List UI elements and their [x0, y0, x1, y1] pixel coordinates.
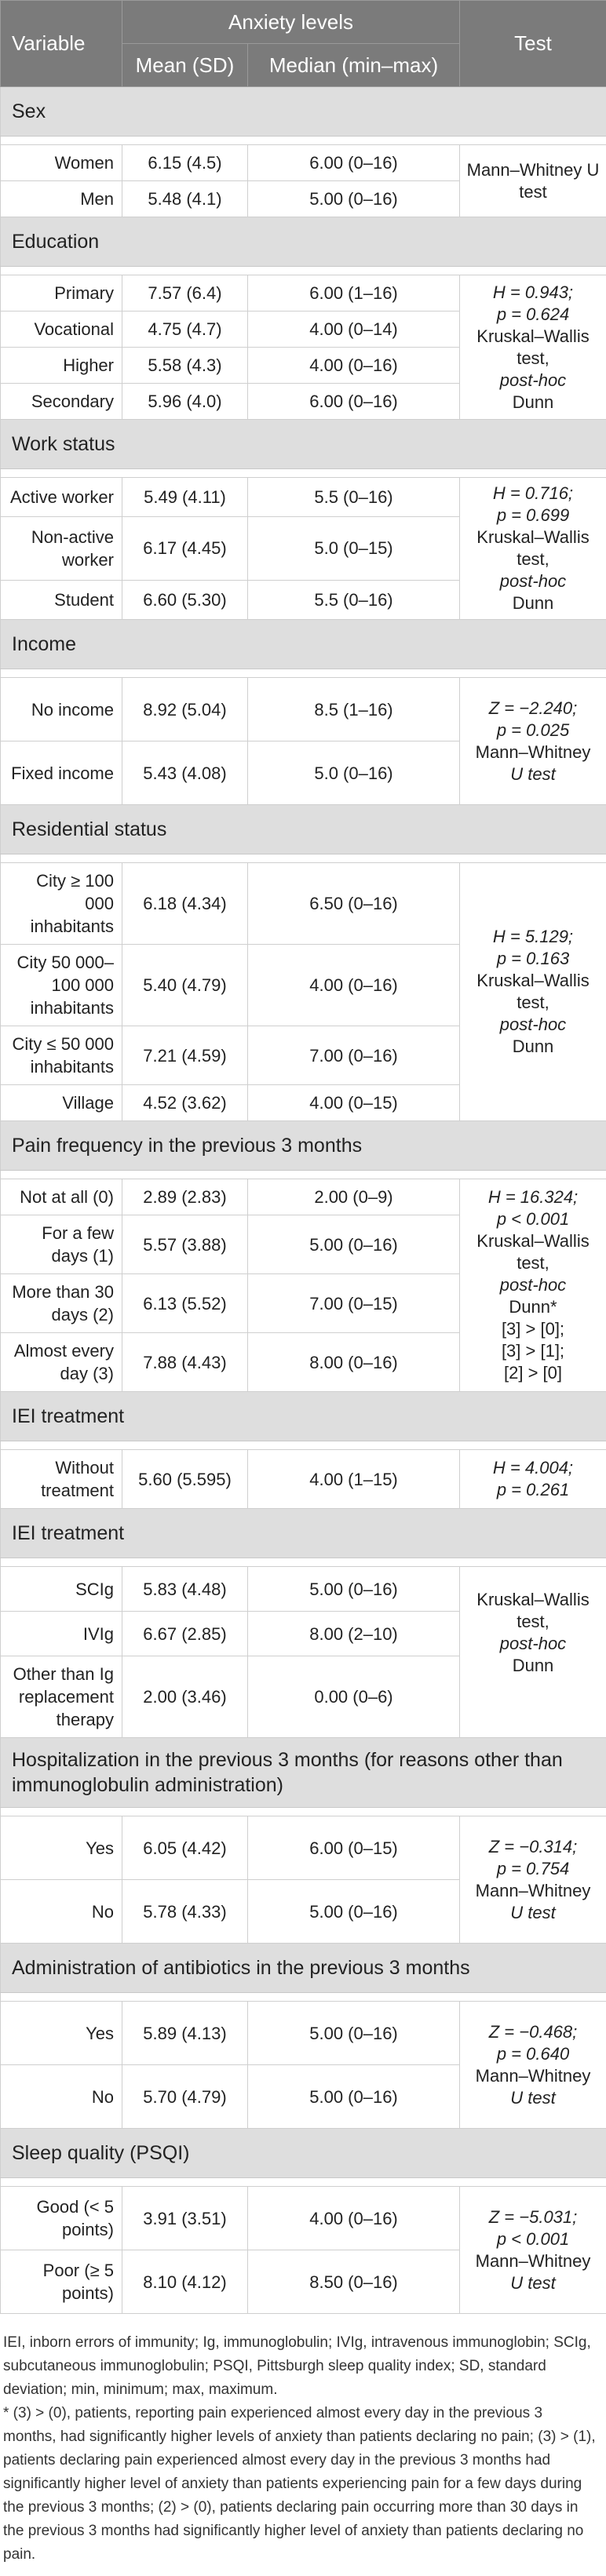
row-label: SCIg [1, 1567, 122, 1612]
p-value: p = 0.624 [497, 304, 569, 324]
table-row [1, 478, 606, 517]
median-cell: 8.00 (2–10) [248, 1612, 460, 1656]
mean-cell: 5.70 (4.79) [122, 2065, 248, 2129]
mean-cell: 5.96 (4.0) [122, 384, 248, 420]
mean-cell: 7.88 (4.43) [122, 1333, 248, 1392]
test-cell [460, 1450, 606, 1509]
table-row [1, 2187, 606, 2250]
post-hoc: post-hoc [500, 571, 566, 591]
median-cell: 4.00 (0–14) [248, 312, 460, 348]
dunn: Dunn [513, 392, 554, 412]
mean-cell: 8.92 (5.04) [122, 678, 248, 741]
section-title: Sleep quality (PSQI) [1, 2129, 606, 2178]
test-statistic: H = 4.004; [493, 1458, 573, 1477]
row-label: Poor (≥ 5 points) [1, 2250, 122, 2314]
mean-cell: 5.40 (4.79) [122, 945, 248, 1026]
post-hoc: post-hoc [500, 1634, 566, 1653]
median-cell: 8.5 (1–16) [248, 678, 460, 741]
median-cell: 8.50 (0–16) [248, 2250, 460, 2314]
mean-cell: 5.57 (3.88) [122, 1215, 248, 1274]
median-cell: 5.00 (0–16) [248, 2065, 460, 2129]
row-label: More than 30 days (2) [1, 1274, 122, 1333]
row-label: Yes [1, 1816, 122, 1880]
test-statistic: Z = −2.240; [489, 698, 578, 718]
p-value: p < 0.001 [497, 2229, 569, 2249]
test-name: Mann–Whitney [476, 2251, 591, 2271]
mean-cell: 6.05 (4.42) [122, 1816, 248, 1880]
mean-cell: 6.18 (4.34) [122, 863, 248, 945]
median-cell: 4.00 (0–16) [248, 945, 460, 1026]
post-hoc: post-hoc [500, 370, 566, 390]
mean-cell: 2.00 (3.46) [122, 1656, 248, 1738]
mean-cell: 7.21 (4.59) [122, 1026, 248, 1085]
section-title: Sex [1, 87, 606, 137]
row-label: Good (< 5 points) [1, 2187, 122, 2250]
mean-cell: 5.89 (4.13) [122, 2002, 248, 2065]
col-header-median: Median (min–max) [248, 44, 460, 87]
u-test: U test [510, 764, 555, 784]
p-value: p = 0.640 [497, 2044, 569, 2064]
row-label: No [1, 2065, 122, 2129]
section-title: Administration of antibiotics in the previous 3 months [1, 1944, 606, 1993]
dunn: Dunn [513, 1037, 554, 1056]
section-title: Pain frequency in the previous 3 months [1, 1121, 606, 1171]
row-label: City 50 000–100 000 inhabitants [1, 945, 122, 1026]
col-header-mean-sd: Mean (SD) [122, 44, 248, 87]
median-cell: 5.00 (0–16) [248, 1567, 460, 1612]
comparison: [2] > [0] [504, 1363, 562, 1383]
table-row [1, 2002, 606, 2065]
p-value: p = 0.163 [497, 949, 569, 968]
table-row [1, 1450, 606, 1509]
p-value: p < 0.001 [497, 1209, 569, 1229]
median-cell: 4.00 (1–15) [248, 1450, 460, 1509]
u-test: U test [510, 2273, 555, 2293]
row-label: IVIg [1, 1612, 122, 1656]
mean-cell: 5.78 (4.33) [122, 1880, 248, 1944]
footnote-star: * (3) > (0), patients, reporting pain experienced almost every day in the previous 3 months, had significantly higher levels of anxiety than patients declaring no pain; (3) > (1), patients declaring pain experienced almost every day in the previous 3 months had significantly higher level of anxiety than patients experiencing pain for a few days during the previous 3 months; (2) > (0), patients declaring pain occurring more than 30 days in the previous 3 months had significantly higher level of anxiety than patients declaring no pain. [3, 2402, 598, 2567]
mean-cell: 5.48 (4.1) [122, 181, 248, 217]
test-statistic: Z = −5.031; [489, 2207, 578, 2227]
median-cell: 4.00 (0–15) [248, 1085, 460, 1121]
median-cell: 6.00 (0–16) [248, 145, 460, 181]
median-cell: 6.00 (1–16) [248, 275, 460, 312]
median-cell: 0.00 (0–6) [248, 1656, 460, 1738]
test-cell [460, 863, 606, 1121]
mean-cell: 3.91 (3.51) [122, 2187, 248, 2250]
mean-cell: 7.57 (6.4) [122, 275, 248, 312]
median-cell: 5.5 (0–16) [248, 581, 460, 620]
test-cell [460, 2002, 606, 2129]
u-test: U test [510, 2088, 555, 2108]
section-title: Residential status [1, 805, 606, 854]
median-cell: 4.00 (0–16) [248, 348, 460, 384]
test-name: Kruskal–Wallis test, [476, 1590, 589, 1631]
test-statistic: H = 16.324; [488, 1187, 578, 1207]
test-statistic: H = 0.943; [493, 282, 573, 302]
mean-cell: 5.83 (4.48) [122, 1567, 248, 1612]
row-label: For a few days (1) [1, 1215, 122, 1274]
mean-cell: 6.13 (5.52) [122, 1274, 248, 1333]
median-cell: 4.00 (0–16) [248, 2187, 460, 2250]
p-value: p = 0.699 [497, 505, 569, 525]
section-title: Income [1, 620, 606, 669]
test-name: Kruskal–Wallis test, [476, 527, 589, 569]
mean-cell: 4.52 (3.62) [122, 1085, 248, 1121]
median-cell: 6.00 (0–16) [248, 384, 460, 420]
section-title: Hospitalization in the previous 3 months (for reasons other than immunoglobulin administration) [1, 1738, 606, 1808]
footnote-abbreviations: IEI, inborn errors of immunity; Ig, immunoglobulin; IVIg, intravenous immunoglobin; SCIg, subcutaneous immunoglobulin; PSQI, Pittsburgh sleep quality index; SD, standard deviation; min, minimum; max, maximum. [3, 2331, 598, 2402]
median-cell: 6.00 (0–15) [248, 1816, 460, 1880]
mean-cell: 6.67 (2.85) [122, 1612, 248, 1656]
test-name: Mann–Whitney [476, 2066, 591, 2086]
row-label: Non-active worker [1, 516, 122, 580]
test-cell: Mann–Whitney U test [460, 145, 606, 217]
row-label: Active worker [1, 478, 122, 517]
u-test: U test [510, 1903, 555, 1922]
row-label: No [1, 1880, 122, 1944]
test-cell [460, 478, 606, 620]
test-statistic: H = 0.716; [493, 483, 573, 503]
median-cell: 6.50 (0–16) [248, 863, 460, 945]
test-cell [460, 678, 606, 805]
table-row [1, 1567, 606, 1612]
row-label: Yes [1, 2002, 122, 2065]
col-header-test: Test [460, 1, 606, 87]
median-cell: 5.00 (0–16) [248, 2002, 460, 2065]
median-cell: 5.00 (0–16) [248, 1215, 460, 1274]
row-label: Student [1, 581, 122, 620]
table-row [1, 1816, 606, 1880]
col-header-variable: Variable [1, 1, 122, 87]
test-cell [460, 1567, 606, 1738]
median-cell: 5.00 (0–16) [248, 181, 460, 217]
row-label: Without treatment [1, 1450, 122, 1509]
mean-cell: 2.89 (2.83) [122, 1179, 248, 1215]
median-cell: 5.00 (0–16) [248, 1880, 460, 1944]
test-name: Mann–Whitney [476, 742, 591, 762]
test-name: Kruskal–Wallis test, [476, 326, 589, 368]
mean-cell: 8.10 (4.12) [122, 2250, 248, 2314]
mean-cell: 6.60 (5.30) [122, 581, 248, 620]
comparison: [3] > [1]; [502, 1341, 564, 1361]
mean-cell: 6.17 (4.45) [122, 516, 248, 580]
table-row [1, 678, 606, 741]
test-statistic: Z = −0.468; [489, 2022, 578, 2042]
median-cell: 8.00 (0–16) [248, 1333, 460, 1392]
footnote [0, 2314, 606, 2576]
median-cell: 7.00 (0–15) [248, 1274, 460, 1333]
p-value: p = 0.261 [497, 1480, 569, 1499]
mean-cell: 5.58 (4.3) [122, 348, 248, 384]
row-label: No income [1, 678, 122, 741]
test-cell [460, 2187, 606, 2314]
comparison: [3] > [0]; [502, 1319, 564, 1339]
table-row [1, 1179, 606, 1215]
mean-cell: 5.43 (4.08) [122, 741, 248, 805]
mean-cell: 6.15 (4.5) [122, 145, 248, 181]
row-label: Women [1, 145, 122, 181]
table-row [1, 275, 606, 312]
row-label: Village [1, 1085, 122, 1121]
test-cell [460, 1179, 606, 1392]
median-cell: 5.5 (0–16) [248, 478, 460, 517]
row-label: Men [1, 181, 122, 217]
p-value: p = 0.754 [497, 1859, 569, 1878]
test-cell [460, 1816, 606, 1944]
mean-cell: 4.75 (4.7) [122, 312, 248, 348]
section-title: Education [1, 217, 606, 267]
col-header-anxiety-levels: Anxiety levels [122, 1, 460, 44]
row-label: City ≤ 50 000 inhabitants [1, 1026, 122, 1085]
row-label: Higher [1, 348, 122, 384]
section-title: Work status [1, 420, 606, 469]
median-cell: 5.0 (0–15) [248, 516, 460, 580]
row-label: Fixed income [1, 741, 122, 805]
mean-cell: 5.60 (5.595) [122, 1450, 248, 1509]
table-row [1, 863, 606, 945]
test-cell [460, 275, 606, 420]
table-row [1, 145, 606, 181]
dunn: Dunn [513, 1656, 554, 1675]
test-name: Kruskal–Wallis test, [476, 1231, 589, 1273]
mean-cell: 5.49 (4.11) [122, 478, 248, 517]
row-label: Primary [1, 275, 122, 312]
dunn: Dunn [513, 593, 554, 613]
test-statistic: H = 5.129; [493, 927, 573, 946]
median-cell: 5.0 (0–16) [248, 741, 460, 805]
test-statistic: Z = −0.314; [489, 1837, 578, 1856]
section-title: IEI treatment [1, 1392, 606, 1441]
median-cell: 2.00 (0–9) [248, 1179, 460, 1215]
row-label: City ≥ 100 000 inhabitants [1, 863, 122, 945]
post-hoc: post-hoc [500, 1275, 566, 1295]
row-label: Not at all (0) [1, 1179, 122, 1215]
dunn: Dunn* [509, 1297, 557, 1317]
median-cell: 7.00 (0–16) [248, 1026, 460, 1085]
row-label: Almost every day (3) [1, 1333, 122, 1392]
post-hoc: post-hoc [500, 1015, 566, 1034]
section-title: IEI treatment [1, 1509, 606, 1558]
row-label: Vocational [1, 312, 122, 348]
test-name: Kruskal–Wallis test, [476, 971, 589, 1012]
row-label: Other than Ig replacement therapy [1, 1656, 122, 1738]
p-value: p = 0.025 [497, 720, 569, 740]
test-name: Mann–Whitney [476, 1881, 591, 1900]
row-label: Secondary [1, 384, 122, 420]
